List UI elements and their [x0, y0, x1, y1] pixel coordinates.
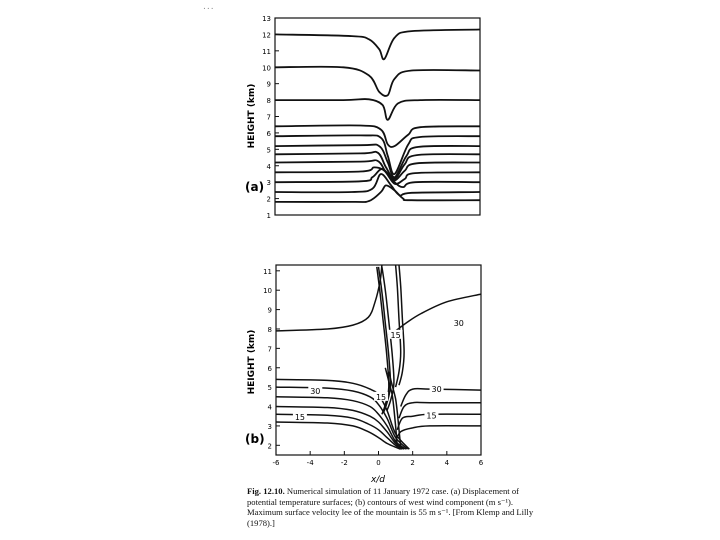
panel-a-y-tick-label: 2: [266, 195, 271, 204]
panel-b-x-tick-label: 2: [410, 459, 415, 467]
panel-b-x-tick-label: 6: [478, 459, 484, 467]
panel-a-y-tick-label: 5: [266, 146, 271, 155]
panel-b-wind-contours: [276, 265, 481, 449]
panel-b-y-ticks: [263, 268, 280, 450]
figure-caption: [247, 486, 547, 528]
panel-b-x-tick-label: -2: [340, 459, 348, 467]
panel-a-temperature-surfaces: [275, 30, 480, 203]
panel-a-ylabel: HEIGHT (km): [247, 83, 257, 149]
panel-b-x-tick-label: -6: [272, 459, 280, 467]
wind-contour-line: [276, 265, 382, 331]
caption-figure-label: Fig. 12.10.: [247, 486, 285, 496]
panel-a-label: (a): [245, 180, 265, 194]
temperature-surface-line: [275, 30, 480, 60]
panel-a-y-tick-label: 9: [266, 80, 271, 89]
panel-b-y-tick-label: 5: [267, 384, 272, 393]
panel-a-y-tick-label: 7: [266, 113, 271, 122]
contour-label: 30: [431, 385, 442, 395]
temperature-surface-line: [275, 174, 480, 196]
contour-label: 15: [294, 413, 306, 423]
panel-b-y-tick-label: 11: [263, 267, 272, 276]
contour-label: 15: [426, 411, 437, 421]
contour-label: 30: [453, 319, 464, 329]
panel-b-y-tick-label: 10: [263, 287, 272, 296]
panel-a-y-tick-label: 4: [266, 162, 271, 171]
panel-b-y-tick-label: 8: [267, 325, 272, 334]
panel-b-xlabel: x/d: [370, 475, 386, 485]
panel-b-ylabel: HEIGHT (km): [247, 329, 257, 395]
contour-label: 15: [390, 330, 401, 340]
panel-b-label: (b): [245, 432, 265, 446]
panel-b-x-tick-label: 4: [444, 459, 450, 467]
page-marker: ...: [203, 2, 215, 12]
panel-b-x-ticks: [273, 451, 484, 467]
panel-a-y-tick-label: 13: [262, 15, 271, 23]
panel-a: [245, 15, 480, 220]
contour-label: 30: [310, 387, 321, 397]
temperature-surface-line: [275, 67, 480, 96]
panel-a-y-tick-label: 10: [262, 64, 271, 73]
panel-b-y-tick-label: 4: [267, 403, 272, 412]
panel-b-y-tick-label: 6: [267, 364, 272, 373]
temperature-surface-line: [275, 185, 480, 202]
panel-a-y-tick-label: 6: [266, 129, 271, 138]
panel-a-y-tick-label: 8: [266, 97, 271, 106]
panel-b-x-tick-label: 0: [376, 459, 381, 467]
panel-a-y-tick-label: 12: [262, 31, 271, 40]
panel-b-y-tick-label: 2: [267, 442, 272, 451]
panel-a-y-tick-label: 1: [266, 212, 271, 220]
panel-b-y-tick-label: 7: [267, 345, 272, 354]
contour-label: 15: [375, 392, 387, 402]
panel-a-y-tick-label: 3: [266, 179, 271, 188]
temperature-surface-line: [275, 99, 480, 120]
panel-a-y-tick-label: 11: [262, 47, 271, 56]
caption-text: Numerical simulation of 11 January 1972 case. (a) Displacement of potential temperature surfaces; (b) contours of west wind component (m s⁻¹). Maximum surface velocity lee of the mountain is 55 m s⁻¹. [From Klemp and Lilly (1978).]: [247, 486, 534, 528]
wind-contour-line: [396, 426, 481, 442]
panel-b-y-tick-label: 9: [267, 306, 272, 315]
panel-b-y-tick-label: 3: [267, 422, 272, 431]
panel-b: [245, 265, 484, 485]
panel-a-y-ticks: [262, 15, 279, 220]
wind-contour-line: [397, 414, 481, 430]
panel-b-x-tick-label: -4: [306, 459, 314, 467]
temperature-surface-line: [275, 152, 480, 179]
